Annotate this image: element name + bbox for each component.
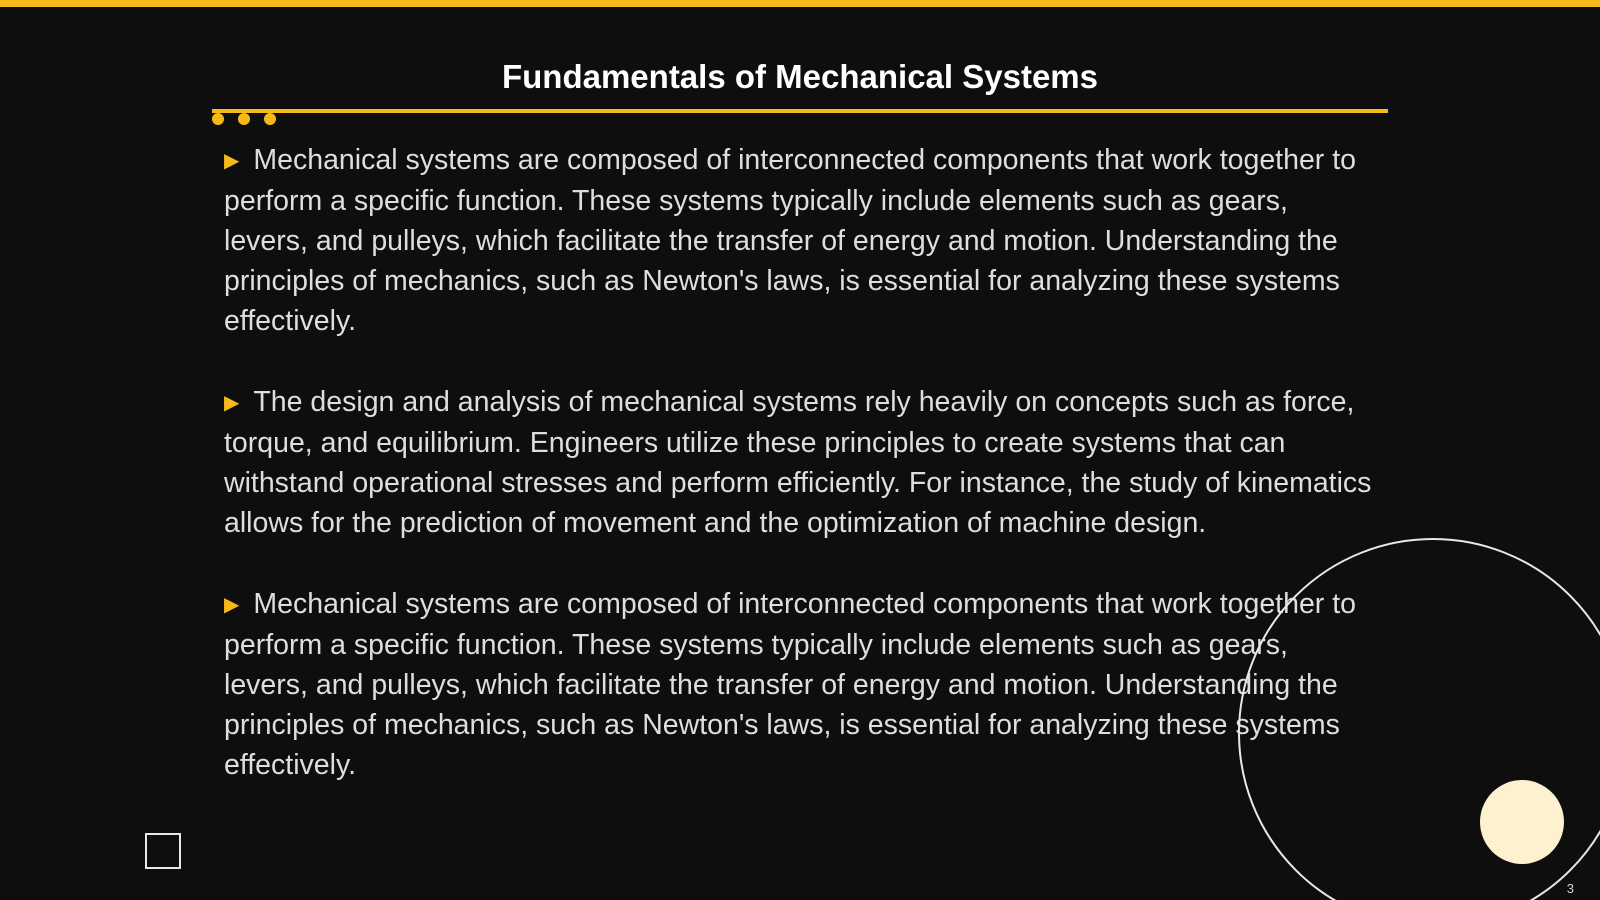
top-accent-bar [0, 0, 1600, 7]
paragraph-text: The design and analysis of mechanical systems rely heavily on concepts such as force, torque, and equilibrium. Engineers utilize these principles to create systems that can withstand operational stresses and perform efficiently. For instance, the study of kinematics allows for the prediction of movement and the optimization of machine design. [224, 386, 1372, 539]
decorative-dots [212, 113, 276, 125]
paragraph-text: Mechanical systems are composed of interconnected components that work together to perform a specific function. These systems typically include elements such as gears, levers, and pulleys, which facilitate the transfer of energy and motion. Understanding the principles of mechanics, such as Newton's laws, is essential for analyzing these systems effectively. [224, 588, 1356, 781]
bullet-arrow-icon: ▶ [224, 594, 240, 616]
bullet-arrow-icon: ▶ [224, 150, 240, 172]
bullet-paragraph-3 [224, 584, 1374, 785]
bullet-paragraph-1 [224, 140, 1374, 341]
paragraph-text: Mechanical systems are composed of interconnected components that work together to perform a specific function. These systems typically include elements such as gears, levers, and pulleys, which facilitate the transfer of energy and motion. Understanding the principles of mechanics, such as Newton's laws, is essential for analyzing these systems effectively. [224, 144, 1356, 337]
slide-title: Fundamentals of Mechanical Systems [501, 58, 1098, 95]
dot-3 [264, 113, 276, 125]
bullet-paragraph-2 [224, 382, 1374, 543]
page-number: 3 [1566, 881, 1574, 896]
decorative-filled-circle [1480, 780, 1564, 864]
dot-2 [238, 113, 250, 125]
bullet-arrow-icon: ▶ [224, 392, 240, 414]
decorative-square [145, 833, 181, 869]
bullet-list [224, 140, 1374, 826]
title-underline [212, 109, 1388, 113]
dot-1 [212, 113, 224, 125]
